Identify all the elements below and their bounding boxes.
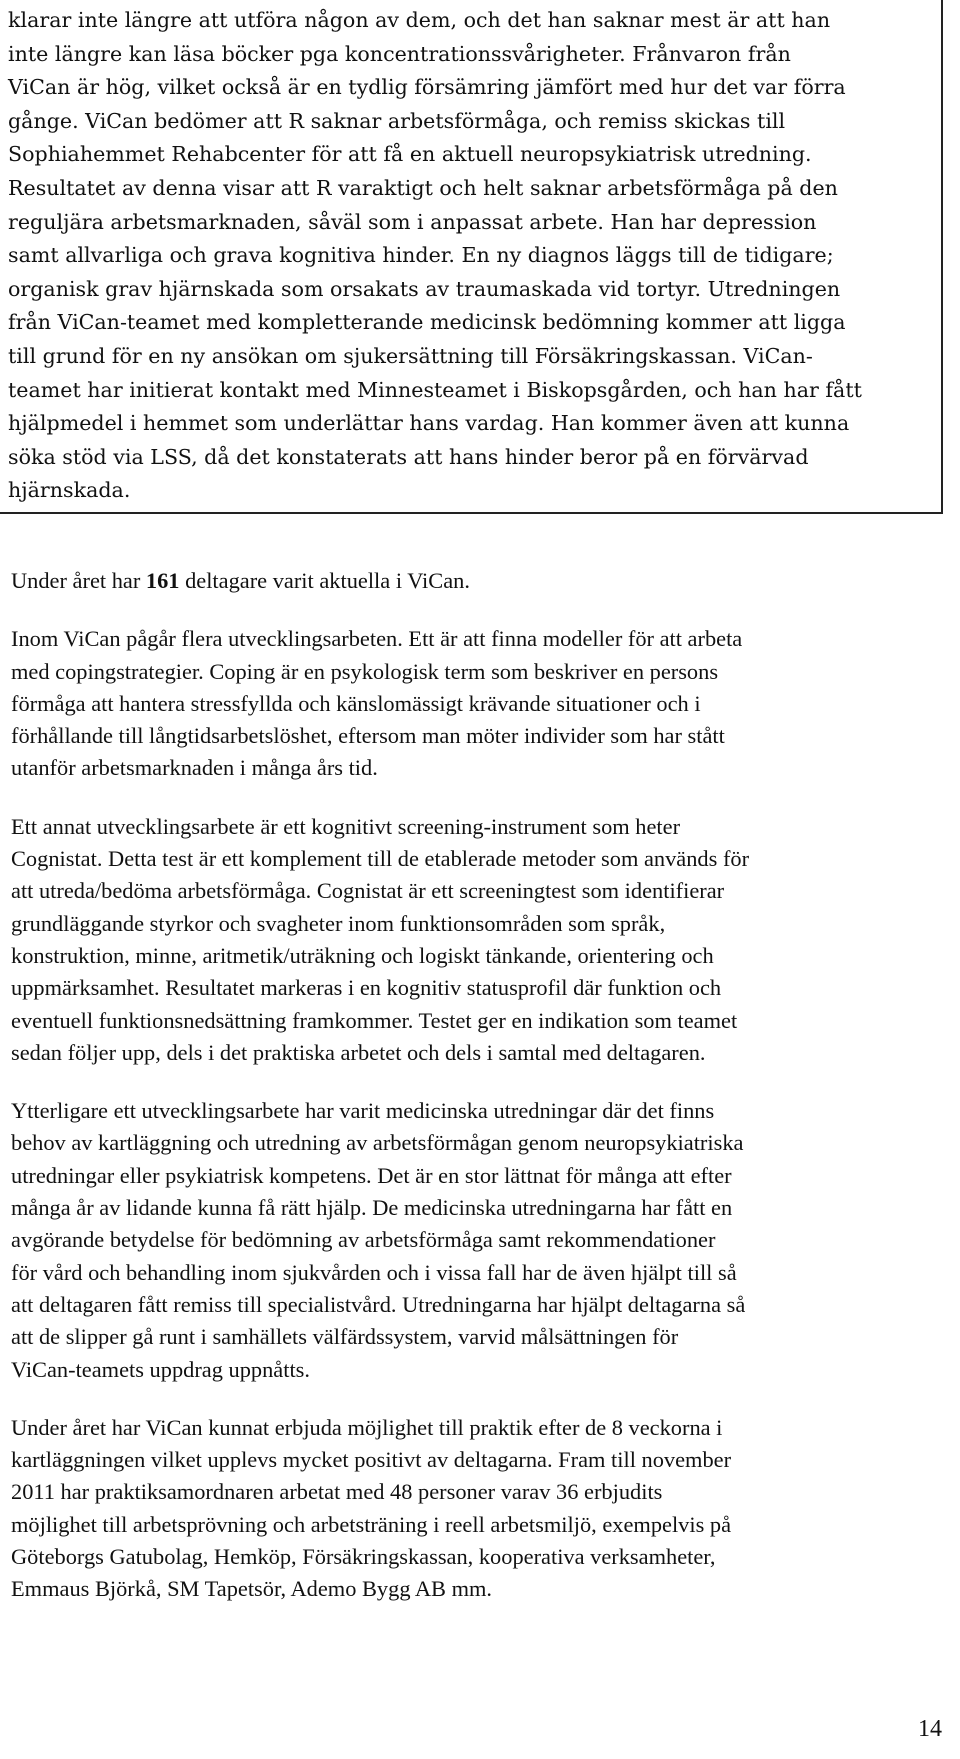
paragraph-line: Göteborgs Gatubolag, Hemköp, Försäkringskassan, kooperativa verksamheter, — [11, 1544, 716, 1570]
paragraph-line: förhållande till långtidsarbetslöshet, eftersom man möter individer som har stått — [11, 723, 725, 749]
cognistat-paragraph — [11, 811, 946, 1069]
box-text-line: samt allvarliga och grava kognitiva hinder. En ny diagnos läggs till de tidigare; — [8, 243, 834, 268]
paragraph-line: förmåga att hantera stressfyllda och känslomässigt krävande situationer och i — [11, 690, 701, 716]
medical-paragraph — [11, 1095, 946, 1386]
paragraph-line: avgörande betydelse för bedömning av arbetsförmåga samt rekommendationer — [11, 1227, 716, 1253]
page-number: 14 — [918, 1716, 942, 1742]
paragraph-line: eventuell funktionsnedsättning framkommer. Testet ger en indikation som teamet — [11, 1007, 738, 1033]
practice-paragraph — [11, 1412, 946, 1606]
box-text-line: ViCan är hög, vilket också är en tydlig försämring jämfört med hur det var förra — [8, 75, 846, 100]
box-text-line: klarar inte längre att utföra någon av dem, och det han saknar mest är att han — [8, 8, 831, 32]
box-text-line: hjälpmedel i hemmet som underlättar hans vardag. Han kommer även att kunna — [8, 411, 850, 436]
participants-paragraph — [11, 565, 946, 597]
participants-text-before: Under året har — [11, 568, 146, 593]
paragraph-line: Ett annat utvecklingsarbete är ett kognitivt screening-instrument som heter — [11, 813, 681, 839]
paragraph-line: med copingstrategier. Coping är en psykologisk term som beskriver en persons — [11, 658, 719, 684]
paragraph-line: Inom ViCan pågår flera utvecklingsarbeten. Ett är att finna modeller för att arbeta — [11, 626, 743, 652]
paragraph-line: att de slipper gå runt i samhällets välfärdssystem, varvid målsättningen för — [11, 1324, 679, 1350]
paragraph-line: Ytterligare ett utvecklingsarbete har varit medicinska utredningar där det finns — [11, 1098, 715, 1124]
paragraph-line: 2011 har praktiksamordnaren arbetat med 48 personer varav 36 erbjudits — [11, 1479, 663, 1505]
paragraph-line: utanför arbetsmarknaden i många års tid. — [11, 755, 378, 781]
paragraph-line: behov av kartläggning och utredning av arbetsförmågan genom neuropsykiatriska — [11, 1130, 744, 1156]
box-text-line: teamet har initierat kontakt med Minnesteamet i Biskopsgården, och han har fått — [8, 377, 862, 402]
box-text-line: till grund för en ny ansökan om sjukersättning till Försäkringskassan. ViCan- — [8, 343, 813, 368]
paragraph-line: uppmärksamhet. Resultatet markeras i en kognitiv statusprofil där funktion och — [11, 975, 722, 1001]
box-text-line: Sophiahemmet Rehabcenter för att få en aktuell neuropsykiatrisk utredning. — [8, 142, 812, 167]
box-text-line: organisk grav hjärnskada som orsakats av traumaskada vid tortyr. Utredningen — [8, 276, 841, 301]
paragraph-line: grundläggande styrkor och svagheter inom funktionsområden som språk, — [11, 910, 666, 936]
paragraph-line: ViCan-teamets uppdrag uppnåtts. — [11, 1356, 310, 1382]
paragraph-line: att utreda/bedöma arbetsförmåga. Cognistat är ett screeningtest som identifierar — [11, 878, 725, 904]
paragraph-line: för vård och behandling inom sjukvården och i vissa fall har de även hjälpt till så — [11, 1259, 737, 1285]
paragraph-line: sedan följer upp, dels i det praktiska arbetet och dels i samtal med deltagaren. — [11, 1039, 706, 1065]
paragraph-line: Cognistat. Detta test är ett komplement till de etablerade metoder som används för — [11, 846, 750, 872]
paragraph-line: att deltagaren fått remiss till specialistvård. Utredningarna har hjälpt deltagarna så — [11, 1291, 746, 1317]
paragraph-line: möjlighet till arbetsprövning och arbetsträning i reell arbetsmiljö, exempelvis på — [11, 1511, 732, 1537]
paragraph-line: kartläggningen vilket upplevs mycket positivt av deltagarna. Fram till november — [11, 1447, 732, 1473]
box-text-line: från ViCan-teamet med kompletterande medicinsk bedömning kommer att ligga — [8, 310, 846, 335]
paragraph-line: Under året har ViCan kunnat erbjuda möjlighet till praktik efter de 8 veckorna i — [11, 1414, 723, 1440]
case-description-box — [0, 0, 943, 514]
coping-paragraph — [11, 623, 946, 784]
paragraph-line: utredningar eller psykiatrisk kompetens. Det är en stor lättnat för många att efter — [11, 1162, 732, 1188]
participant-count: 161 — [145, 568, 180, 593]
paragraph-line: många år av lidande kunna få rätt hjälp. De medicinska utredningarna har fått en — [11, 1195, 733, 1221]
participants-text-after: deltagare varit aktuella i ViCan. — [179, 568, 470, 593]
box-text-line: inte längre kan läsa böcker pga koncentrationssvårigheter. Frånvaron från — [8, 41, 791, 66]
box-text-line: gånge. ViCan bedömer att R saknar arbetsförmåga, och remiss skickas till — [8, 108, 786, 133]
main-text — [11, 565, 946, 1632]
box-text-line: hjärnskada. — [8, 478, 131, 503]
box-text-line: söka stöd via LSS, då det konstaterats att hans hinder beror på en förvärvad — [8, 444, 809, 469]
paragraph-line: konstruktion, minne, aritmetik/uträkning och logiskt tänkande, orientering och — [11, 942, 714, 968]
box-text-line: reguljära arbetsmarknaden, såväl som i anpassat arbete. Han har depression — [8, 209, 817, 234]
box-text-line: Resultatet av denna visar att R varaktigt och helt saknar arbetsförmåga på den — [8, 175, 838, 200]
paragraph-line: Emmaus Björkå, SM Tapetsör, Ademo Bygg AB mm. — [11, 1576, 493, 1602]
